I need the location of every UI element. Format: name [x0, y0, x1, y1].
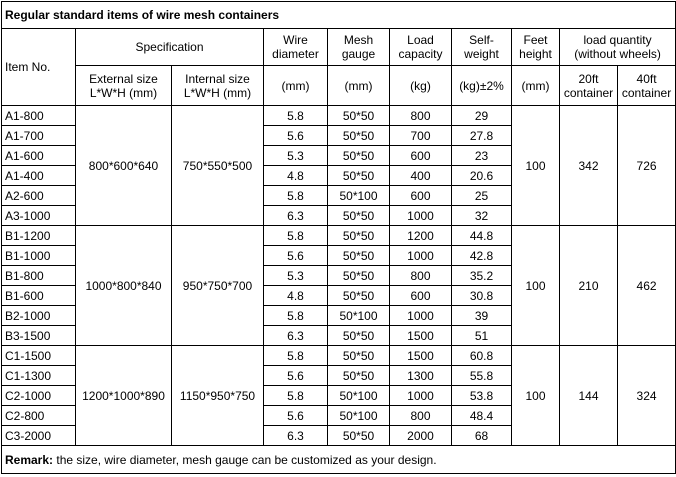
header-external-size: External size L*W*H (mm) [76, 66, 172, 106]
unit-load-capacity: (kg) [390, 66, 452, 106]
wire-diameter-cell: 5.6 [264, 366, 328, 386]
unit-mesh-gauge: (mm) [328, 66, 390, 106]
mesh-gauge-cell: 50*50 [328, 426, 390, 446]
wire-diameter-cell: 5.8 [264, 186, 328, 206]
mesh-gauge-cell: 50*50 [328, 146, 390, 166]
item-no-cell: C1-1300 [2, 366, 76, 386]
item-no-cell: B3-1500 [2, 326, 76, 346]
item-no-cell: A1-400 [2, 166, 76, 186]
wire-diameter-cell: 5.8 [264, 226, 328, 246]
unit-self-weight: (kg)±2% [452, 66, 512, 106]
item-no-cell: A1-600 [2, 146, 76, 166]
self-weight-cell: 42.8 [452, 246, 512, 266]
qty-20ft-cell: 342 [560, 106, 618, 226]
item-no-cell: A3-1000 [2, 206, 76, 226]
table-body [2, 2, 676, 474]
item-no-cell: C3-2000 [2, 426, 76, 446]
wire-diameter-cell: 5.6 [264, 126, 328, 146]
wire-diameter-cell: 5.8 [264, 386, 328, 406]
title-row [2, 2, 676, 29]
wire-diameter-cell: 5.8 [264, 106, 328, 126]
wire-diameter-cell: 5.3 [264, 146, 328, 166]
self-weight-cell: 30.8 [452, 286, 512, 306]
wire-diameter-cell: 4.8 [264, 286, 328, 306]
remark-cell [2, 446, 676, 474]
mesh-gauge-cell: 50*100 [328, 306, 390, 326]
item-no-cell: B1-800 [2, 266, 76, 286]
item-no-cell: A1-700 [2, 126, 76, 146]
self-weight-cell: 53.8 [452, 386, 512, 406]
mesh-gauge-cell: 50*50 [328, 206, 390, 226]
header-wire-diameter: Wire diameter [264, 29, 328, 66]
self-weight-cell: 51 [452, 326, 512, 346]
spec-sheet [1, 1, 675, 475]
mesh-gauge-cell: 50*50 [328, 106, 390, 126]
feet-height-cell: 100 [512, 226, 560, 346]
unit-wire-diameter: (mm) [264, 66, 328, 106]
qty-40ft-cell: 462 [618, 226, 676, 346]
header-20ft-container: 20ft container [560, 66, 618, 106]
remark-label: Remark: [5, 452, 54, 467]
wire-diameter-cell: 5.6 [264, 246, 328, 266]
feet-height-cell: 100 [512, 106, 560, 226]
header-feet-height: Feet height [512, 29, 560, 66]
load-capacity-cell: 1000 [390, 246, 452, 266]
item-no-cell: A1-800 [2, 106, 76, 126]
containers-table [1, 1, 676, 474]
remark-text: the size, wire diameter, mesh gauge can be customized as your design. [53, 452, 437, 467]
wire-diameter-cell: 4.8 [264, 166, 328, 186]
table-row [2, 346, 676, 366]
header-load-capacity: Load capacity [390, 29, 452, 66]
self-weight-cell: 48.4 [452, 406, 512, 426]
header-internal-size: Internal size L*W*H (mm) [172, 66, 264, 106]
external-size-cell: 1200*1000*890 [76, 346, 172, 446]
self-weight-cell: 68 [452, 426, 512, 446]
qty-40ft-cell: 324 [618, 346, 676, 446]
item-no-cell: C2-1000 [2, 386, 76, 406]
self-weight-cell: 55.8 [452, 366, 512, 386]
remark-row [2, 446, 676, 474]
item-no-cell: C1-1500 [2, 346, 76, 366]
header-self-weight: Self- weight [452, 29, 512, 66]
self-weight-cell: 29 [452, 106, 512, 126]
mesh-gauge-cell: 50*50 [328, 226, 390, 246]
table-title: Regular standard items of wire mesh containers [2, 2, 676, 29]
item-no-cell: B1-1200 [2, 226, 76, 246]
item-no-cell: B1-1000 [2, 246, 76, 266]
header-mesh-gauge: Mesh gauge [328, 29, 390, 66]
mesh-gauge-cell: 50*50 [328, 366, 390, 386]
qty-40ft-cell: 726 [618, 106, 676, 226]
item-no-cell: A2-600 [2, 186, 76, 206]
self-weight-cell: 44.8 [452, 226, 512, 246]
unit-feet-height: (mm) [512, 66, 560, 106]
internal-size-cell: 950*750*700 [172, 226, 264, 346]
load-capacity-cell: 1200 [390, 226, 452, 246]
mesh-gauge-cell: 50*50 [328, 126, 390, 146]
load-capacity-cell: 600 [390, 286, 452, 306]
self-weight-cell: 25 [452, 186, 512, 206]
load-capacity-cell: 1300 [390, 366, 452, 386]
external-size-cell: 1000*800*840 [76, 226, 172, 346]
internal-size-cell: 750*550*500 [172, 106, 264, 226]
header-load-quantity: load quantity (without wheels) [560, 29, 676, 66]
self-weight-cell: 39 [452, 306, 512, 326]
load-capacity-cell: 700 [390, 126, 452, 146]
internal-size-cell: 1150*950*750 [172, 346, 264, 446]
wire-diameter-cell: 5.8 [264, 346, 328, 366]
header-40ft-container: 40ft container [618, 66, 676, 106]
mesh-gauge-cell: 50*50 [328, 286, 390, 306]
self-weight-cell: 20.6 [452, 166, 512, 186]
item-no-cell: B1-600 [2, 286, 76, 306]
mesh-gauge-cell: 50*50 [328, 166, 390, 186]
mesh-gauge-cell: 50*100 [328, 406, 390, 426]
wire-diameter-cell: 6.3 [264, 206, 328, 226]
load-capacity-cell: 1500 [390, 326, 452, 346]
wire-diameter-cell: 6.3 [264, 426, 328, 446]
header-row-1 [2, 29, 676, 66]
load-capacity-cell: 800 [390, 406, 452, 426]
header-row-2 [2, 66, 676, 106]
external-size-cell: 800*600*640 [76, 106, 172, 226]
mesh-gauge-cell: 50*50 [328, 326, 390, 346]
load-capacity-cell: 800 [390, 266, 452, 286]
table-row [2, 226, 676, 246]
load-capacity-cell: 1000 [390, 206, 452, 226]
qty-20ft-cell: 210 [560, 226, 618, 346]
self-weight-cell: 27.8 [452, 126, 512, 146]
qty-20ft-cell: 144 [560, 346, 618, 446]
load-capacity-cell: 600 [390, 186, 452, 206]
self-weight-cell: 32 [452, 206, 512, 226]
load-capacity-cell: 1000 [390, 306, 452, 326]
wire-diameter-cell: 5.3 [264, 266, 328, 286]
load-capacity-cell: 2000 [390, 426, 452, 446]
header-item-no: Item No. [2, 29, 76, 106]
mesh-gauge-cell: 50*100 [328, 386, 390, 406]
load-capacity-cell: 400 [390, 166, 452, 186]
mesh-gauge-cell: 50*50 [328, 266, 390, 286]
table-row [2, 106, 676, 126]
mesh-gauge-cell: 50*100 [328, 186, 390, 206]
load-capacity-cell: 1000 [390, 386, 452, 406]
self-weight-cell: 23 [452, 146, 512, 166]
load-capacity-cell: 1500 [390, 346, 452, 366]
self-weight-cell: 35.2 [452, 266, 512, 286]
item-no-cell: B2-1000 [2, 306, 76, 326]
wire-diameter-cell: 6.3 [264, 326, 328, 346]
mesh-gauge-cell: 50*50 [328, 346, 390, 366]
load-capacity-cell: 600 [390, 146, 452, 166]
self-weight-cell: 60.8 [452, 346, 512, 366]
mesh-gauge-cell: 50*50 [328, 246, 390, 266]
feet-height-cell: 100 [512, 346, 560, 446]
wire-diameter-cell: 5.6 [264, 406, 328, 426]
load-capacity-cell: 800 [390, 106, 452, 126]
item-no-cell: C2-800 [2, 406, 76, 426]
header-specification: Specification [76, 29, 264, 66]
wire-diameter-cell: 5.8 [264, 306, 328, 326]
